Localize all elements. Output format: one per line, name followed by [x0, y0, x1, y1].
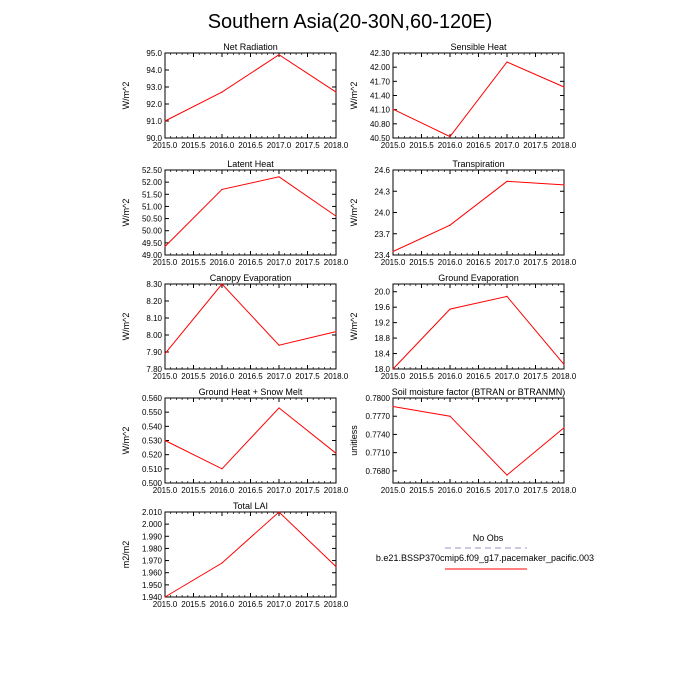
- y-tick-label: 24.0: [374, 208, 390, 218]
- x-tick-label: 2017.0: [266, 141, 292, 150]
- y-tick-label: 0.540: [141, 422, 162, 432]
- panel-7: [121, 387, 349, 495]
- data-point: [449, 309, 450, 310]
- x-tick-label: 2017.0: [494, 141, 520, 150]
- x-tick-label: 2016.0: [437, 258, 463, 267]
- x-tick-label: 2017.5: [295, 486, 320, 495]
- panel-title: Net Radiation: [223, 42, 278, 52]
- x-tick-label: 2018.0: [551, 258, 577, 267]
- y-tick-label: 7.80: [146, 365, 162, 374]
- y-tick-label: 0.7740: [365, 430, 390, 440]
- y-axis-label: W/m^2: [121, 81, 131, 110]
- panel-title: Ground Evaporation: [438, 273, 519, 283]
- plot-frame: [165, 53, 336, 138]
- x-tick-label: 2015.0: [152, 486, 178, 495]
- y-tick-label: 1.970: [141, 556, 162, 566]
- y-tick-label: 1.980: [141, 544, 162, 554]
- y-tick-label: 19.6: [374, 303, 390, 313]
- y-tick-label: 1.950: [141, 580, 162, 590]
- x-tick-label: 2015.0: [152, 372, 178, 381]
- y-tick-label: 93.0: [146, 83, 162, 92]
- y-tick-label: 24.6: [374, 166, 390, 175]
- data-point: [506, 61, 507, 62]
- x-tick-label: 2015.0: [380, 486, 406, 495]
- x-tick-label: 2016.5: [238, 141, 263, 150]
- x-tick-label: 2017.0: [266, 486, 292, 495]
- y-tick-label: 42.30: [369, 49, 390, 58]
- panel-2: [349, 42, 577, 150]
- panel-title: Sensible Heat: [450, 42, 507, 52]
- x-tick-label: 2017.0: [494, 486, 520, 495]
- data-point: [335, 453, 336, 454]
- x-tick-label: 2018.0: [323, 141, 349, 150]
- y-tick-label: 8.20: [146, 297, 162, 306]
- x-tick-label: 2015.5: [181, 486, 206, 495]
- y-tick-label: 8.00: [146, 331, 162, 340]
- legend-model-label: b.e21.BSSP370cmip6.f09_g17.pacemaker_pacific.003: [375, 553, 595, 563]
- y-tick-label: 0.560: [141, 394, 162, 403]
- data-point: [506, 475, 507, 476]
- data-point: [506, 181, 507, 182]
- x-tick-label: 2016.5: [466, 258, 491, 267]
- x-tick-label: 2018.0: [323, 372, 349, 381]
- panel-6: [349, 273, 577, 381]
- x-tick-label: 2016.0: [437, 372, 463, 381]
- y-tick-label: 23.4: [374, 251, 390, 260]
- y-tick-label: 51.50: [141, 190, 162, 200]
- data-point: [449, 225, 450, 226]
- panel-title: Latent Heat: [227, 159, 274, 169]
- x-tick-label: 2017.0: [494, 372, 520, 381]
- panel-1: [121, 42, 349, 150]
- panel-title: Transpiration: [452, 159, 505, 169]
- series-line: [165, 177, 336, 247]
- x-tick-label: 2016.0: [437, 486, 463, 495]
- panel-title: Soil moisture factor (BTRAN or BTRANMN): [391, 387, 566, 397]
- x-tick-label: 2017.0: [266, 372, 292, 381]
- y-tick-label: 18.8: [374, 334, 390, 344]
- x-tick-label: 2018.0: [323, 258, 349, 267]
- data-point: [563, 427, 564, 428]
- series-line: [165, 512, 336, 597]
- plot-frame: [165, 284, 336, 369]
- y-tick-label: 18.4: [374, 349, 390, 359]
- panel-8: [349, 387, 577, 495]
- x-tick-label: 2015.5: [409, 141, 434, 150]
- y-tick-label: 41.40: [369, 91, 390, 101]
- series-line: [393, 296, 564, 369]
- y-tick-label: 2.000: [141, 520, 162, 530]
- x-tick-label: 2015.5: [181, 258, 206, 267]
- x-tick-label: 2016.0: [209, 372, 235, 381]
- panel-4: [349, 159, 577, 267]
- y-tick-label: 19.2: [374, 318, 390, 328]
- x-tick-label: 2016.0: [209, 141, 235, 150]
- x-tick-label: 2015.5: [181, 141, 206, 150]
- data-point: [392, 109, 393, 110]
- data-point: [164, 353, 165, 354]
- data-point: [164, 246, 165, 247]
- data-point: [278, 407, 279, 408]
- y-tick-label: 2.010: [141, 508, 162, 517]
- x-tick-label: 2015.5: [181, 600, 206, 609]
- y-axis-label: W/m^2: [349, 81, 359, 110]
- data-point: [278, 345, 279, 346]
- data-point: [563, 364, 564, 365]
- y-axis-label: W/m^2: [121, 198, 131, 227]
- y-axis-label: W/m^2: [121, 312, 131, 341]
- y-tick-label: 42.00: [369, 63, 390, 73]
- series-line: [393, 62, 564, 137]
- data-point: [449, 416, 450, 417]
- x-tick-label: 2017.5: [295, 258, 320, 267]
- x-tick-label: 2015.5: [409, 486, 434, 495]
- y-tick-label: 0.7710: [365, 448, 390, 458]
- data-point: [221, 189, 222, 190]
- x-tick-label: 2017.0: [266, 258, 292, 267]
- plot-frame: [393, 170, 564, 255]
- data-point: [278, 511, 279, 512]
- x-tick-label: 2017.5: [295, 141, 320, 150]
- legend: [376, 533, 594, 569]
- series-line: [393, 407, 564, 476]
- y-tick-label: 49.00: [141, 251, 162, 260]
- y-tick-label: 41.70: [369, 77, 390, 87]
- x-tick-label: 2015.5: [409, 258, 434, 267]
- data-point: [449, 136, 450, 137]
- x-tick-label: 2015.0: [380, 372, 406, 381]
- x-tick-label: 2017.5: [523, 258, 548, 267]
- panel-title: Ground Heat + Snow Melt: [198, 387, 303, 397]
- y-tick-label: 90.0: [146, 134, 162, 143]
- y-tick-label: 23.7: [374, 229, 390, 239]
- series-line: [165, 284, 336, 354]
- y-tick-label: 40.80: [369, 119, 390, 129]
- panel-title: Canopy Evaporation: [209, 273, 292, 283]
- y-axis-label: W/m^2: [349, 198, 359, 227]
- x-tick-label: 2018.0: [551, 486, 577, 495]
- x-tick-label: 2018.0: [323, 600, 349, 609]
- data-point: [392, 251, 393, 252]
- y-axis-label: W/m^2: [121, 426, 131, 455]
- x-tick-label: 2018.0: [323, 486, 349, 495]
- x-tick-label: 2015.5: [181, 372, 206, 381]
- x-tick-label: 2016.0: [437, 141, 463, 150]
- data-point: [392, 406, 393, 407]
- x-tick-label: 2016.5: [466, 372, 491, 381]
- data-point: [278, 176, 279, 177]
- plot-frame: [165, 398, 336, 483]
- series-line: [165, 408, 336, 469]
- data-point: [221, 562, 222, 563]
- series-line: [393, 181, 564, 251]
- y-axis-label: W/m^2: [349, 312, 359, 341]
- x-tick-label: 2017.5: [295, 600, 320, 609]
- x-tick-label: 2017.5: [523, 486, 548, 495]
- y-tick-label: 7.90: [146, 348, 162, 357]
- x-tick-label: 2015.5: [409, 372, 434, 381]
- y-tick-label: 95.0: [146, 49, 162, 58]
- y-tick-label: 0.520: [141, 450, 162, 460]
- y-tick-label: 51.00: [141, 202, 162, 212]
- plot-frame: [393, 284, 564, 369]
- x-tick-label: 2015.0: [152, 258, 178, 267]
- y-tick-label: 41.10: [369, 105, 390, 115]
- panel-9: [121, 501, 349, 609]
- y-tick-label: 1.990: [141, 532, 162, 542]
- panel-5: [121, 273, 349, 381]
- data-point: [335, 566, 336, 567]
- x-tick-label: 2017.5: [523, 372, 548, 381]
- y-tick-label: 52.00: [141, 178, 162, 188]
- y-tick-label: 0.7770: [365, 412, 390, 422]
- x-tick-label: 2016.0: [209, 258, 235, 267]
- y-tick-label: 8.30: [146, 280, 162, 289]
- x-tick-label: 2018.0: [551, 141, 577, 150]
- y-tick-label: 0.7800: [365, 394, 390, 403]
- x-tick-label: 2015.0: [152, 141, 178, 150]
- y-tick-label: 50.50: [141, 214, 162, 224]
- x-tick-label: 2018.0: [551, 372, 577, 381]
- x-tick-label: 2015.0: [380, 141, 406, 150]
- y-tick-label: 52.50: [141, 166, 162, 175]
- y-tick-label: 8.10: [146, 314, 162, 323]
- data-point: [335, 216, 336, 217]
- y-tick-label: 1.960: [141, 568, 162, 578]
- data-point: [335, 331, 336, 332]
- data-point: [164, 120, 165, 121]
- panel-title: Total LAI: [232, 501, 269, 511]
- data-point: [563, 86, 564, 87]
- x-tick-label: 2017.5: [523, 141, 548, 150]
- data-point: [221, 468, 222, 469]
- y-tick-label: 0.510: [141, 464, 162, 474]
- y-tick-label: 1.940: [141, 593, 162, 602]
- y-tick-label: 18.0: [374, 365, 390, 374]
- x-tick-label: 2016.5: [466, 486, 491, 495]
- x-tick-label: 2016.0: [209, 486, 235, 495]
- data-point: [563, 184, 564, 185]
- data-point: [506, 296, 507, 297]
- y-tick-label: 0.7680: [365, 466, 390, 476]
- data-point: [278, 54, 279, 55]
- legend-obs-label: No Obs: [472, 533, 504, 543]
- data-point: [164, 440, 165, 441]
- panels: [121, 42, 577, 609]
- y-tick-label: 49.50: [141, 238, 162, 248]
- plot-frame: [165, 512, 336, 597]
- x-tick-label: 2016.5: [238, 600, 263, 609]
- y-tick-label: 91.0: [146, 117, 162, 126]
- y-tick-label: 92.0: [146, 100, 162, 109]
- x-tick-label: 2017.0: [266, 600, 292, 609]
- figure-title: Southern Asia(20-30N,60-120E): [207, 11, 493, 33]
- x-tick-label: 2016.5: [238, 372, 263, 381]
- x-tick-label: 2017.0: [494, 258, 520, 267]
- plot-frame: [393, 53, 564, 138]
- panel-3: [121, 159, 349, 267]
- y-tick-label: 40.50: [369, 134, 390, 143]
- y-axis-label: m2/m2: [121, 540, 131, 569]
- x-tick-label: 2017.5: [295, 372, 320, 381]
- data-point: [392, 368, 393, 369]
- data-point: [221, 283, 222, 284]
- y-axis-label: unitless: [349, 425, 359, 456]
- series-line: [165, 55, 336, 121]
- x-tick-label: 2016.5: [466, 141, 491, 150]
- y-tick-label: 0.550: [141, 408, 162, 418]
- y-tick-label: 50.00: [141, 226, 162, 236]
- y-tick-label: 94.0: [146, 66, 162, 75]
- data-point: [164, 596, 165, 597]
- data-point: [335, 92, 336, 93]
- x-tick-label: 2015.0: [152, 600, 178, 609]
- y-tick-label: 24.3: [374, 187, 390, 197]
- y-tick-label: 0.500: [141, 479, 162, 488]
- x-tick-label: 2016.0: [209, 600, 235, 609]
- x-tick-label: 2016.5: [238, 258, 263, 267]
- x-tick-label: 2016.5: [238, 486, 263, 495]
- y-tick-label: 0.530: [141, 436, 162, 446]
- y-tick-label: 20.0: [374, 287, 390, 297]
- x-tick-label: 2015.0: [380, 258, 406, 267]
- data-point: [221, 92, 222, 93]
